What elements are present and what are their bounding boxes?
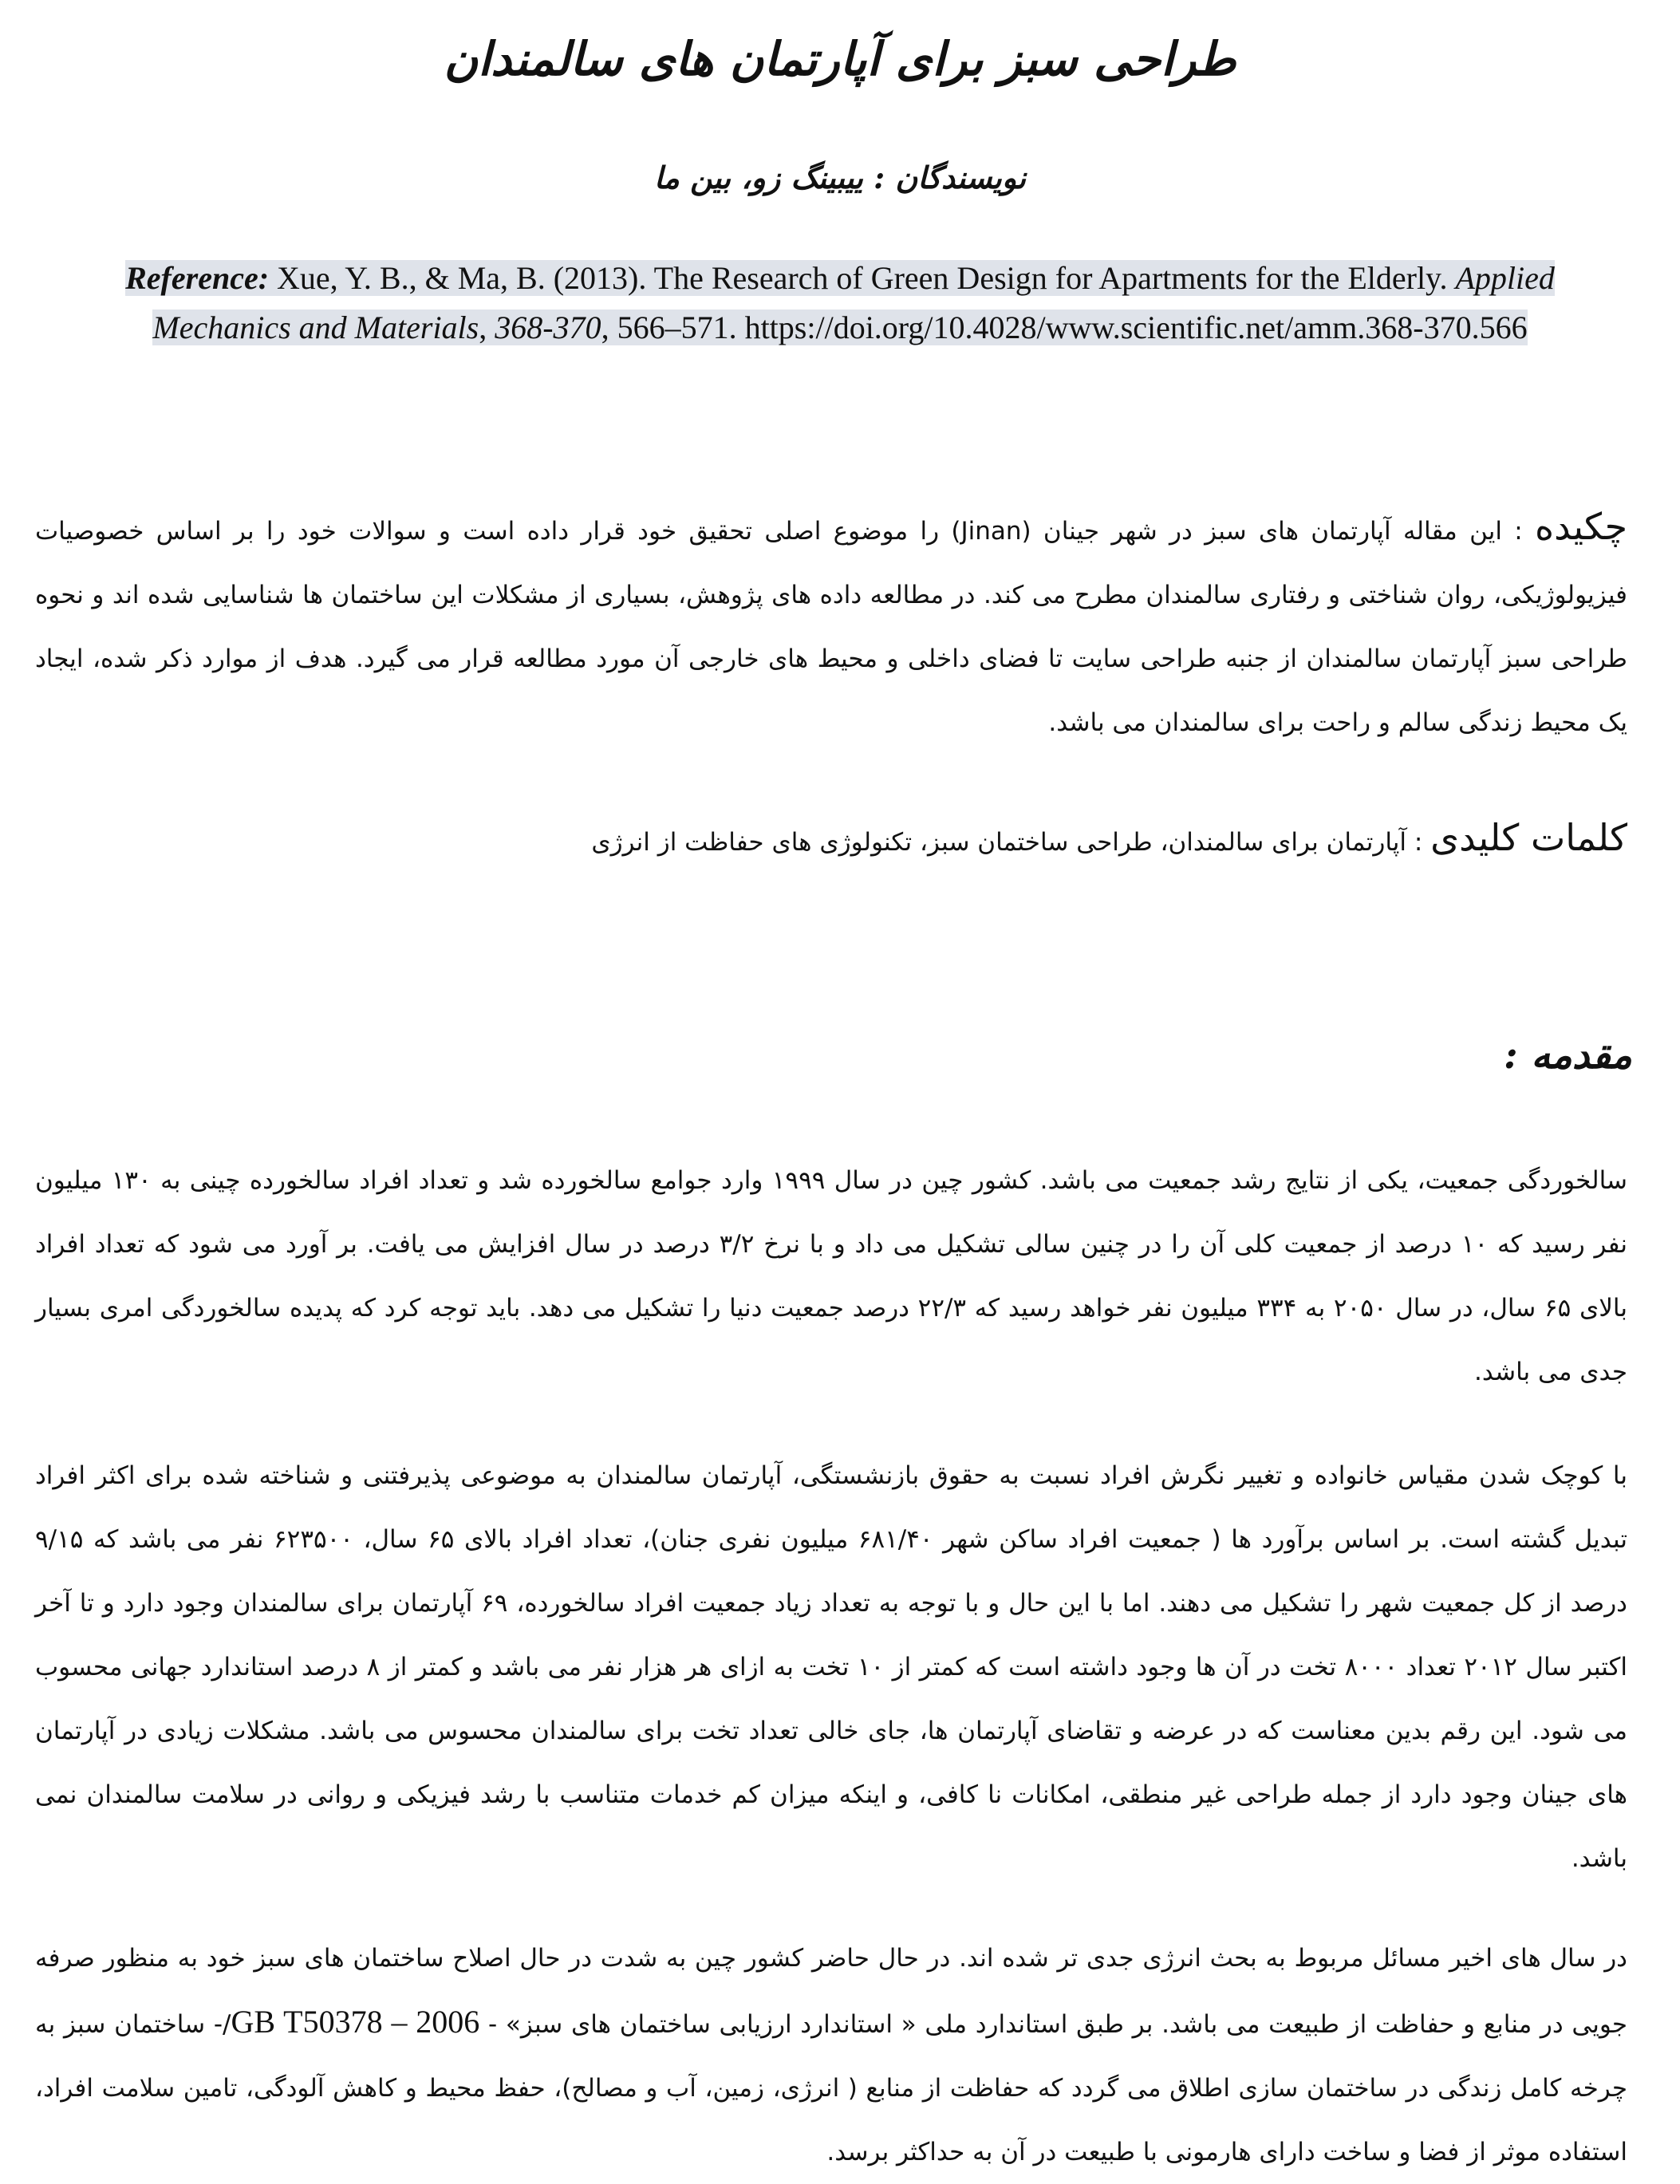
reference-label: Reference: bbox=[125, 260, 270, 296]
introduction-heading: مقدمه : bbox=[1503, 1033, 1632, 1078]
keywords-separator: : bbox=[1406, 828, 1431, 857]
authors-line: نویسندگان : ییبینگ زو، بین ما bbox=[653, 160, 1027, 195]
intro-paragraph-3 bbox=[35, 1926, 1627, 2184]
reference-volume: 368-370 bbox=[495, 309, 601, 345]
abstract-latin-term: Jinan bbox=[960, 517, 1022, 546]
intro-paragraph-1: سالخوردگی جمعیت، یکی از نتایج رشد جمعیت می باشد. کشور چین در سال ۱۹۹۹ وارد جوامع سالخورده شد و تعداد افراد سالخورده چینی به ۱۳۰ میلیون نفر رسید که ۱۰ درصد از جمعیت کلی آن را در چنین سالی تشکیل می داد و با نرخ ۳/۲ درصد در سال افزایش می یافت. بر آورد می شود که تعداد افراد بالای ۶۵ سال، در سال ۲۰۵۰ به ۳۳۴ میلیون نفر خواهد رسید که ۲۲/۳ درصد جمعیت دنیا را تشکیل می دهد. باید توجه کرد که پدیده سالخوردگی امری بسیار جدی می باشد. bbox=[35, 1166, 1627, 1386]
intro-paragraph-2: با کوچک شدن مقیاس خانواده و تغییر نگرش افراد نسبت به حقوق بازنشستگی، آپارتمان سالمندان به موضوعی پذیرفتنی و شناخته شده برای اکثر افراد تبدیل گشته است. بر اساس برآورد ها ( جمعیت افراد ساکن شهر ۶۸۱/۴۰ میلیون نفری جنان)، تعداد افراد بالای ۶۵ سال، ۶۲۳۵۰۰ نفر می باشد که ۹/۱۵ درصد از کل جمعیت شهر را تشکیل می دهند. اما با این حال و با توجه به تعداد زیاد جمعیت افراد سالخورده، ۶۹ آپارتمان برای سالمندان وجود دارد و تا آخر اکتبر سال ۲۰۱۲ تعداد ۸۰۰۰ تخت در آن ها وجود داشته است که کمتر از ۱۰ تخت به ازای هر هزار نفر می باشد و کمتر از ۸ درصد استاندارد جهانی محسوب می شود. این رقم بدین معناست که در عرضه و تقاضای آپارتمان ها، جای خالی تعداد تخت برای سالمندان محسوس می باشد. مشکلات زیادی در آپارتمان های جینان وجود دارد از جمله طراحی غیر منطقی، امکانات نا کافی، و اینکه میزان کم خدمات متناسب با رشد فیزیکی و روانی در سلامت سالمندان نمی باشد. bbox=[35, 1461, 1627, 1873]
standard-code: GB T50378 – 2006 bbox=[231, 2004, 480, 2040]
abstract-text-part2: ) را موضوع اصلی تحقیق خود قرار داده است و سوالات خود را بر اساس خصوصیات فیزیولوژیکی، روان شناختی و رفتاری سالمندان مطرح می کند. در مطالعه داده های پژوهش، بسیاری از مشکلات این ساختمان ها شناسایی شده اند و نحوه طراحی سبز آپارتمان سالمندان از جنبه طراحی سایت تا فضای داخلی و محیط های خارجی آن مورد مطالعه قرار می گیرد. هدف از موارد ذکر شده، ایجاد یک محیط زندگی سالم و راحت برای سالمندان می باشد. bbox=[35, 517, 1627, 737]
reference-text-after: , 566–571. https://doi.org/10.4028/www.scientific.net/amm.368-370.566 bbox=[601, 309, 1528, 345]
keywords-label: کلمات کلیدی bbox=[1430, 816, 1627, 859]
intro-paragraph-3-part-a: در سال های اخیر مسائل مربوط به بحث انرژی جدی تر شده اند. در حال حاضر کشور چین به شدت در حال اصلاح ساختمان های سبز خود به منظور صرفه جویی در منابع و حفاظت از طبیعت می باشد. بر طبق استاندارد ملی « استاندارد ارزیابی ساختمان های سبز» - bbox=[35, 1944, 1627, 2039]
abstract-separator: : bbox=[1501, 517, 1536, 546]
keywords-line bbox=[35, 806, 1627, 874]
reference-highlight bbox=[125, 260, 1555, 345]
intro-paragraph-3-part-b: /- ساختمان سبز به چرخه کامل زندگی در ساختمان سازی اطلاق می گردد که حفاظت از منابع ( انرژی، زمین، آب و مصالح)، حفظ محیط و کاهش آلودگی، تامین سلامت افراد، استفاده موثر از فضا و ساخت دارای هارمونی با طبیعت در آن به حداکثر برسد. bbox=[35, 2010, 1627, 2166]
paper-title: طراحی سبز برای آپارتمان های سالمندان bbox=[444, 32, 1236, 86]
reference-text-before: Xue, Y. B., & Ma, B. (2013). The Research of Green Design for Apartments for the Elderly. bbox=[269, 260, 1456, 296]
abstract-paragraph bbox=[35, 495, 1627, 755]
abstract-text-part1: این مقاله آپارتمان های سبز در شهر جینان ( bbox=[1021, 517, 1502, 546]
abstract-label: چکیده bbox=[1535, 505, 1628, 548]
keywords-text: آپارتمان برای سالمندان، طراحی ساختمان سبز، تکنولوژی های حفاظت از انرژی bbox=[591, 828, 1407, 857]
reference-comma: , bbox=[479, 309, 495, 345]
reference-citation bbox=[64, 254, 1616, 353]
reference-journal: Applied Mechanics and Materials bbox=[152, 260, 1555, 345]
